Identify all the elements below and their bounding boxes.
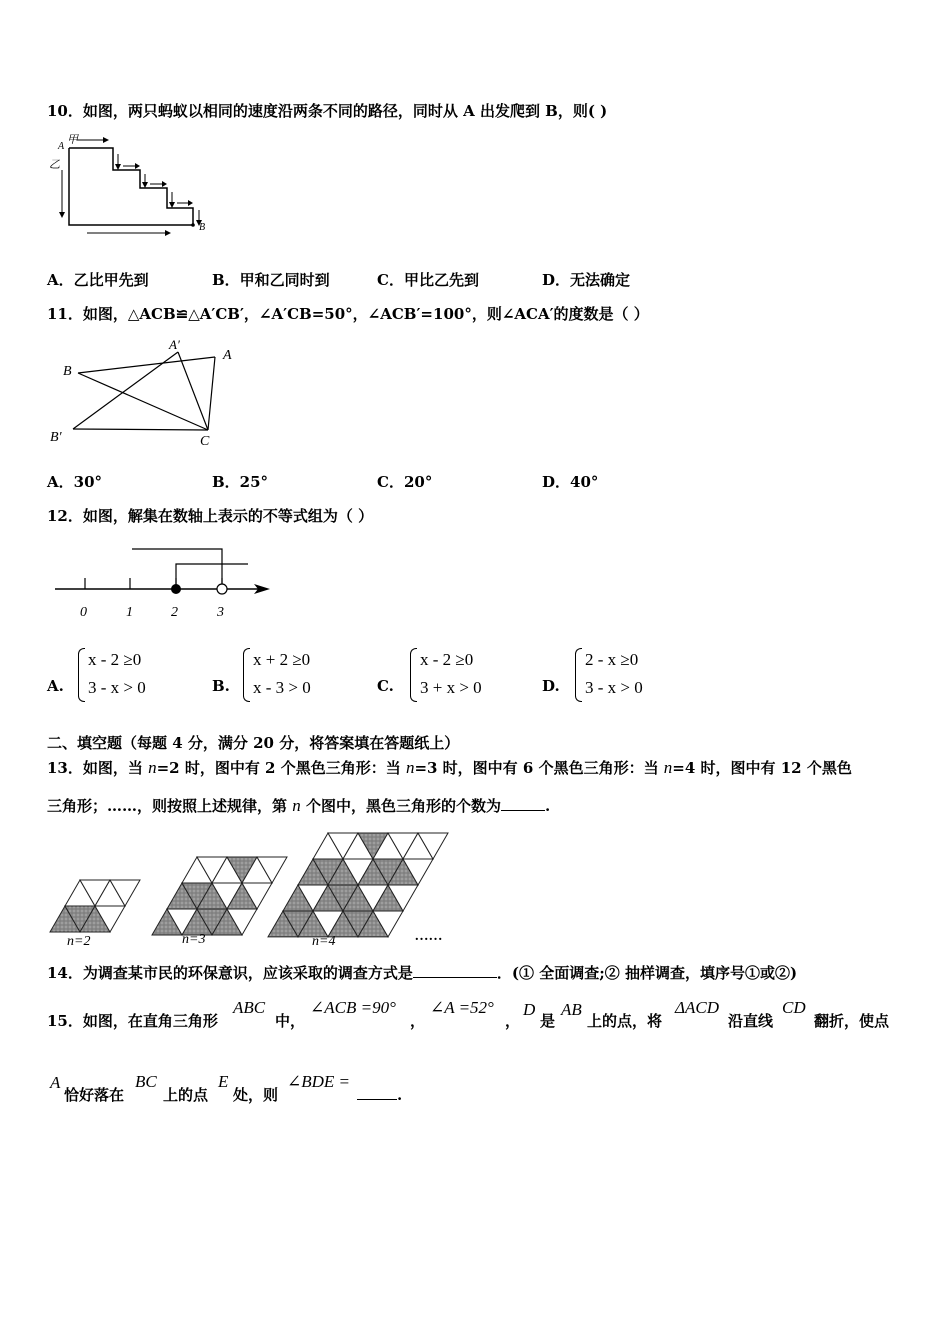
- q15-answer-line: [357, 1085, 402, 1105]
- q12-option-d-system[interactable]: [575, 646, 643, 702]
- q15-part9: 恰好落在: [64, 1086, 125, 1104]
- q10-label-a: A: [58, 141, 65, 152]
- q15-math-e: E: [218, 1072, 229, 1091]
- q11-label-a-prime: A′: [169, 337, 180, 352]
- q12-option-c-line2: 3 + x > 0: [420, 678, 482, 697]
- q12-option-a-label[interactable]: A.: [47, 677, 64, 695]
- q15-math-d: D: [523, 1000, 536, 1019]
- q14-line: [47, 963, 797, 983]
- q13-n-var: n: [663, 758, 673, 777]
- q15-math-bc: BC: [135, 1072, 157, 1091]
- q13-n-var: n: [148, 758, 157, 777]
- q10-figure: [45, 130, 225, 240]
- q13-line2-part2: 个图中，黑色三角形的个数为: [300, 797, 501, 815]
- q13-n-var: n: [292, 796, 301, 815]
- q12-tick-label-1: 1: [126, 605, 133, 620]
- q13-figure-n2: [50, 880, 140, 932]
- q13-line1: [47, 758, 852, 778]
- q11-label-b: B: [63, 364, 72, 379]
- q15-part4: ，: [505, 1012, 521, 1030]
- q10-option-d[interactable]: D．无法确定: [542, 271, 631, 289]
- q12-option-d-label[interactable]: D.: [542, 677, 560, 695]
- q12-option-d-line1: 2 - x ≥0: [585, 650, 639, 669]
- q15-part2: 中，: [275, 1012, 306, 1030]
- q12-option-b-line2: x - 3 > 0: [253, 678, 311, 697]
- q13-figure-n4: [268, 833, 448, 937]
- q13-line1-part3: =3 时，图中有 6 个黑色三角形：当: [414, 759, 664, 777]
- q12-option-a-line1: x - 2 ≥0: [88, 650, 142, 669]
- q11-option-d[interactable]: D．40°: [542, 473, 599, 491]
- q12-tick-label-0: 0: [80, 605, 87, 620]
- brace-icon: [575, 648, 582, 702]
- q12-solid-point: [171, 584, 181, 594]
- q15-math-ab: AB: [561, 1000, 582, 1019]
- q13-label-n3: n=3: [182, 932, 206, 947]
- q13-line2-end: .: [544, 797, 551, 815]
- q13-label-n2: n=2: [67, 934, 91, 949]
- q12-option-c-system[interactable]: [410, 646, 482, 702]
- q12-option-c-label[interactable]: C.: [377, 677, 394, 695]
- q13-answer-blank[interactable]: [501, 796, 545, 811]
- q15-math-acb: ∠ACB =90°: [310, 998, 396, 1017]
- q10-option-a[interactable]: A．乙比甲先到: [47, 271, 149, 289]
- section2-title: 二、填空题（每题 4 分，满分 20 分，将答案填在答题纸上）: [47, 734, 460, 752]
- q10-option-b[interactable]: B．甲和乙同时到: [212, 271, 330, 289]
- q12-number-line: [50, 540, 280, 625]
- q10-label-b: B: [199, 222, 206, 233]
- q13-figure: [45, 830, 465, 955]
- q14-text-part1: 14．为调查某市民的环保意识，应该采取的调查方式是: [47, 964, 413, 982]
- q15-part11: 处，则: [233, 1086, 279, 1104]
- q11-label-b-prime: B′: [50, 430, 62, 445]
- brace-icon: [78, 648, 85, 702]
- q11-option-b[interactable]: B．25°: [212, 473, 269, 491]
- q15-math-a2: A: [50, 1073, 61, 1092]
- brace-icon: [243, 648, 250, 702]
- q11-option-a[interactable]: A．30°: [47, 473, 103, 491]
- q13-line1-part1: 13．如图，当: [47, 759, 149, 777]
- q12-range-left: [132, 549, 222, 585]
- q15-math-bde: ∠BDE =: [287, 1072, 351, 1091]
- brace-icon: [410, 648, 417, 702]
- q15-end: .: [397, 1086, 403, 1104]
- q13-line2: [47, 796, 550, 816]
- q12-stem: 12．如图，解集在数轴上表示的不等式组为（ ）: [47, 507, 374, 525]
- q13-figure-n3: [152, 857, 287, 935]
- q13-line2-part1: 三角形；……，则按照上述规律，第: [47, 797, 293, 815]
- q10-option-c[interactable]: C．甲比乙先到: [377, 271, 479, 289]
- q12-option-d-line2: 3 - x > 0: [585, 678, 643, 697]
- q11-stem: 11．如图，△ACB≌△A′CB′，∠A′CB=50°，∠ACB′=100°，则∠ACA′的度数是（ ）: [47, 305, 649, 323]
- q10-label-jia: 甲: [67, 134, 78, 146]
- q15-part6: 上的点，将: [587, 1012, 663, 1030]
- q11-label-c: C: [200, 434, 210, 449]
- q14-text-part2: ．(① 全面调查;② 抽样调查，填序号①或②): [496, 964, 798, 982]
- q12-option-c-line1: x - 2 ≥0: [420, 650, 474, 669]
- q15-math-abc: ABC: [233, 998, 266, 1017]
- q10-stem: 10．如图，两只蚂蚁以相同的速度沿两条不同的路径，同时从 A 出发爬到 B，则( ): [47, 102, 608, 120]
- q15-part3: ，: [410, 1012, 426, 1030]
- q12-option-a-system[interactable]: [78, 646, 146, 702]
- q10-label-yi: 乙: [49, 159, 60, 171]
- q14-answer-blank[interactable]: [413, 963, 497, 978]
- q12-option-b-system[interactable]: [243, 646, 311, 702]
- q15-part10: 上的点: [163, 1086, 209, 1104]
- q15-part7: 沿直线: [728, 1012, 774, 1030]
- q15-part5: 是: [540, 1012, 556, 1030]
- q12-option-b-line1: x + 2 ≥0: [253, 650, 311, 669]
- q12-option-b-label[interactable]: B.: [212, 677, 230, 695]
- q11-figure: [45, 335, 245, 450]
- q10-staircase-path: [69, 148, 193, 225]
- q13-label-n4: n=4: [312, 934, 336, 949]
- q15-part8: 翻折，使点: [814, 1012, 890, 1030]
- q13-n-var: n: [405, 758, 415, 777]
- q12-open-point: [217, 584, 227, 594]
- q11-option-c[interactable]: C．20°: [377, 473, 433, 491]
- q11-label-a: A: [223, 348, 232, 363]
- q15-math-a: ∠A =52°: [430, 998, 494, 1017]
- q13-line1-part2: =2 时，图中有 2 个黑色三角形：当: [156, 759, 406, 777]
- q13-ellipsis: ……: [415, 929, 443, 944]
- q15-math-cd: CD: [782, 998, 806, 1017]
- q15-answer-blank[interactable]: [357, 1085, 397, 1100]
- q12-range-right: [176, 564, 248, 589]
- q12-tick-label-2: 2: [171, 605, 178, 620]
- q13-line1-part4: =4 时，图中有 12 个黑色: [672, 759, 852, 777]
- q15-part1: 15．如图，在直角三角形: [47, 1012, 218, 1030]
- q12-tick-label-3: 3: [217, 605, 224, 620]
- q12-option-a-line2: 3 - x > 0: [88, 678, 146, 697]
- q15-math-acd: ΔACD: [675, 998, 719, 1017]
